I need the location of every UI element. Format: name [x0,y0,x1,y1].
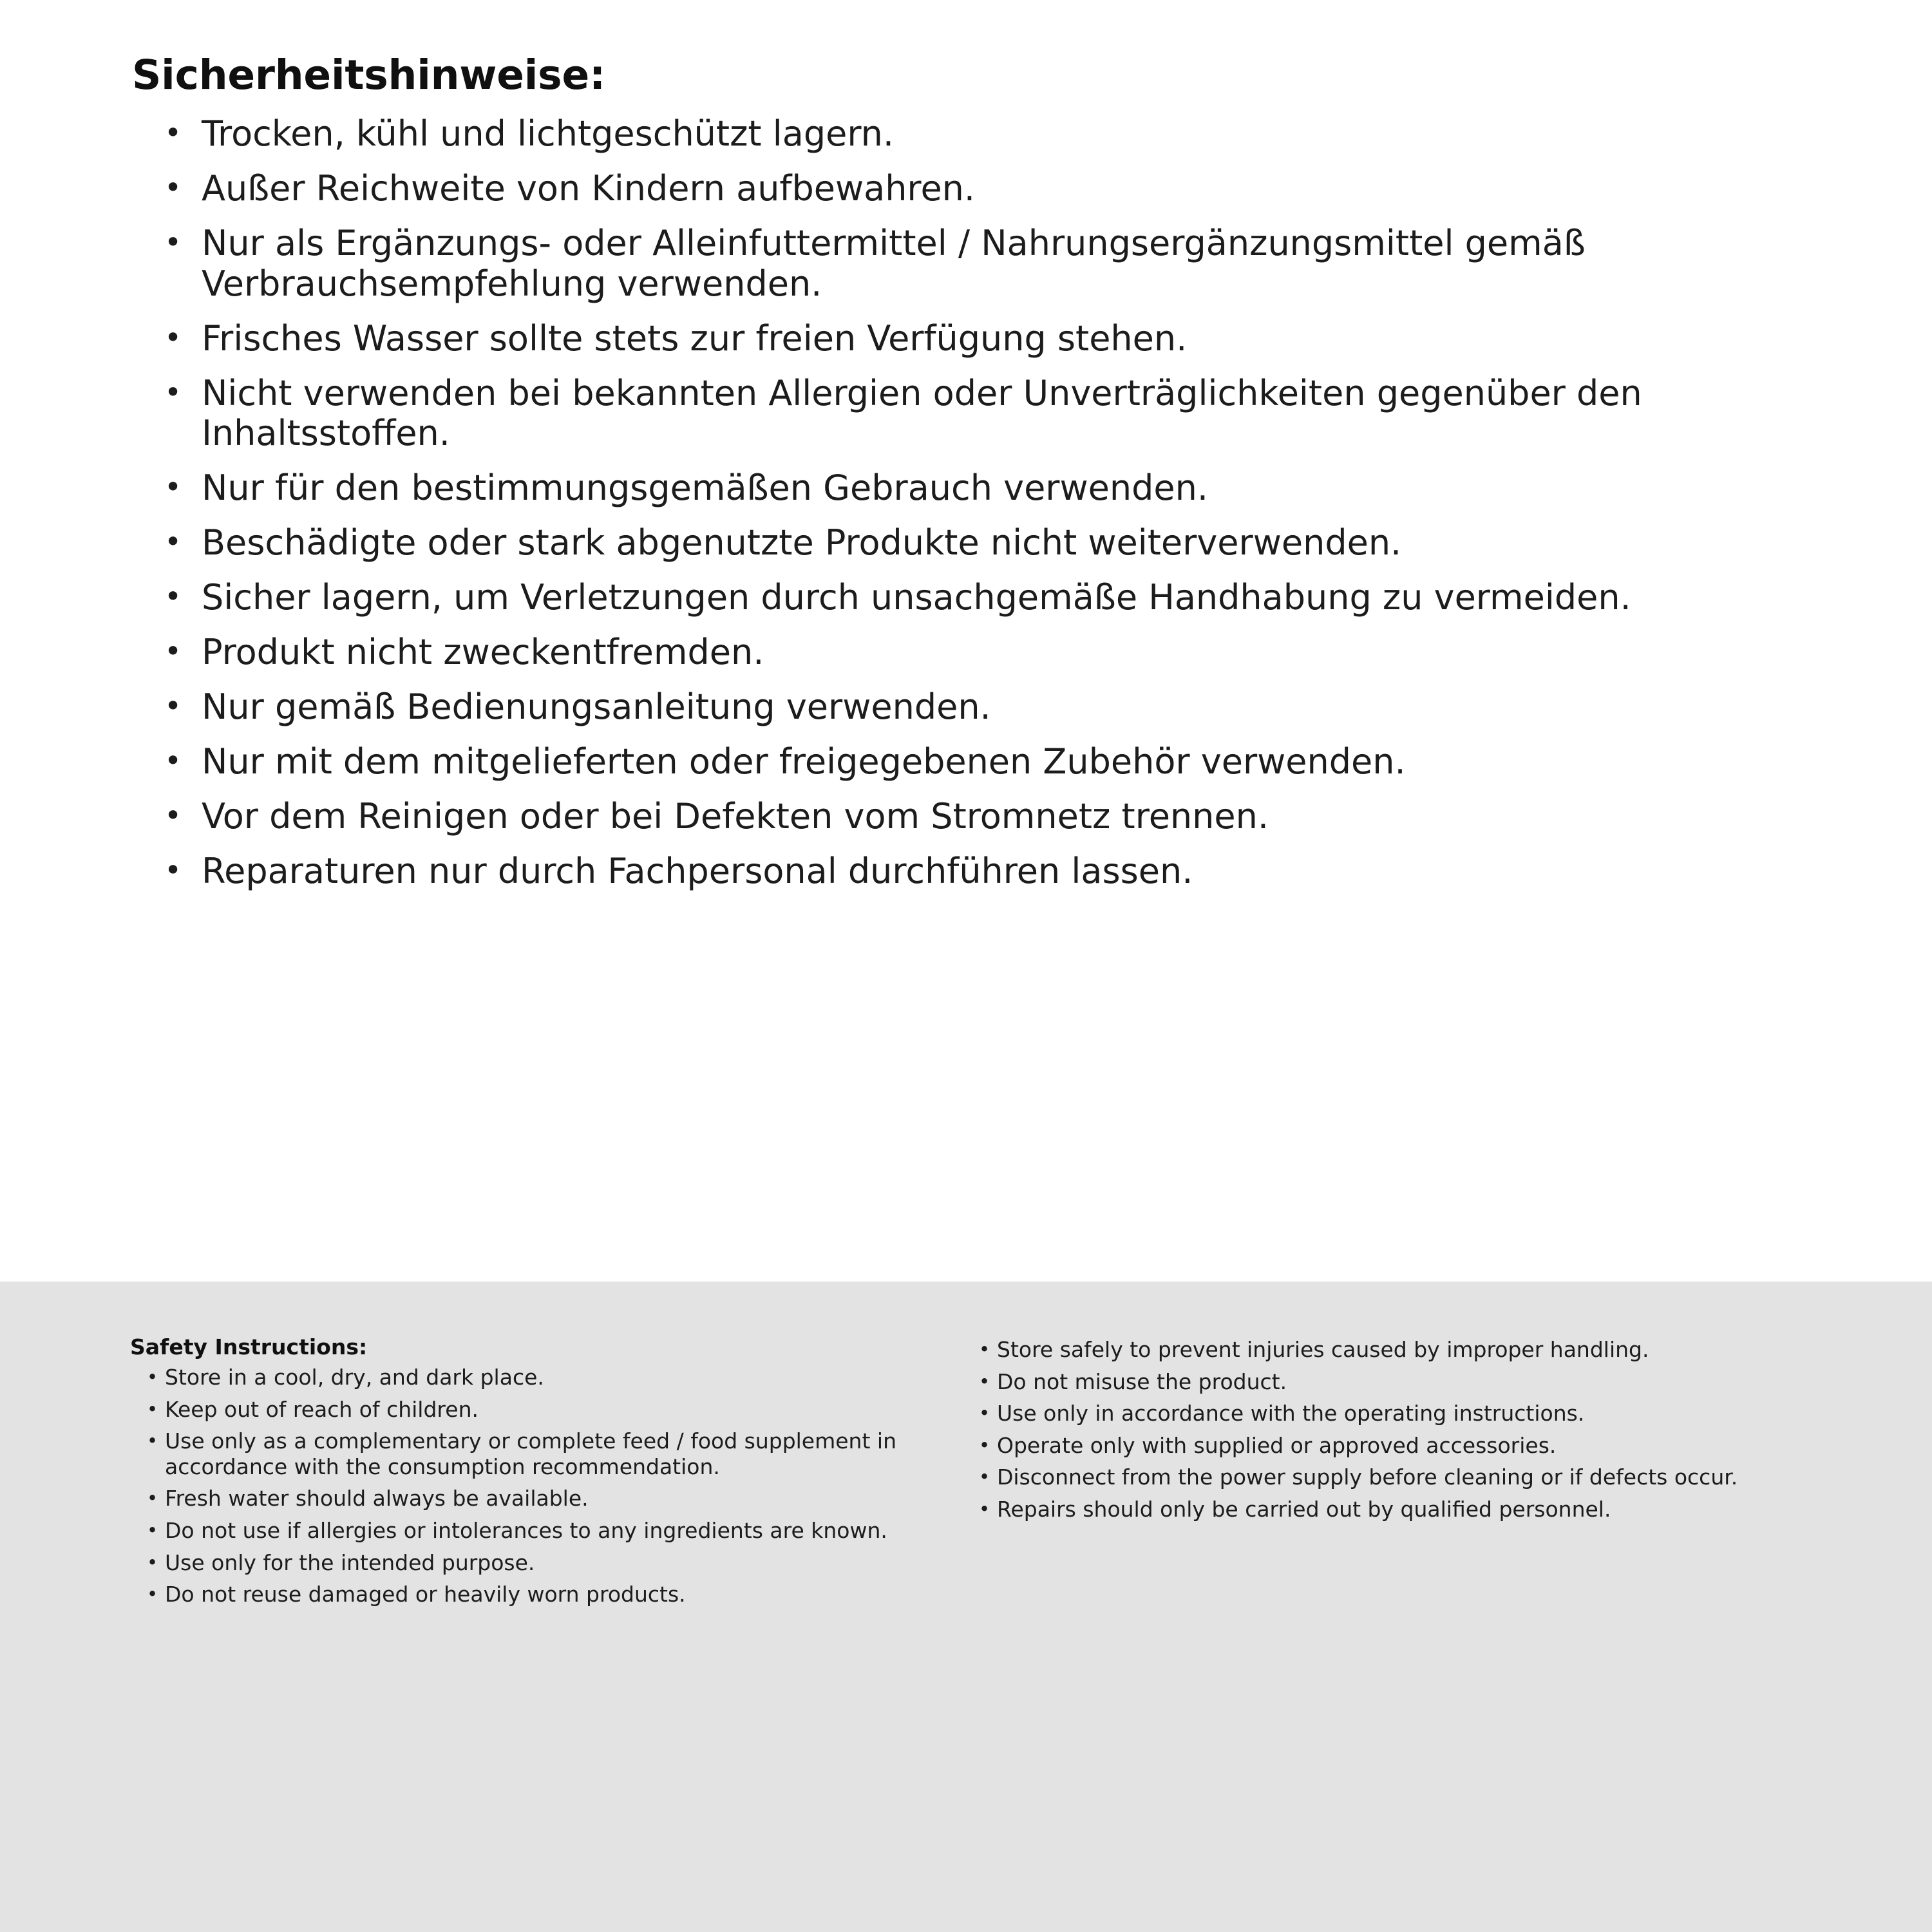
bullet-icon: • [164,579,182,614]
bullet-icon: • [979,1338,990,1360]
english-two-column-layout [90,1320,1842,1614]
bullet-icon: • [147,1583,158,1605]
bullet-icon: • [164,797,182,833]
list-item-text: Reparaturen nur durch Fachpersonal durchführen lassen. [202,850,1193,891]
list-item [147,1397,921,1423]
bullet-icon: • [164,374,182,410]
list-item-text: Use only as a complementary or complete feed / food supplement in accordance with the consumption recommendation. [165,1428,896,1479]
list-item [164,169,1816,209]
english-safety-list-left [90,1365,921,1607]
list-item-text: Außer Reichweite von Kindern aufbewahren. [202,167,976,209]
list-item [147,1550,921,1576]
list-item [979,1433,1810,1459]
bullet-icon: • [164,524,182,560]
bullet-icon: • [164,634,182,669]
bullet-icon: • [164,688,182,723]
bullet-icon: • [164,852,182,887]
english-right-column [979,1320,1810,1529]
list-item-text: Do not misuse the product. [997,1368,1287,1394]
list-item [164,578,1816,618]
bullet-icon: • [164,469,182,505]
bullet-icon: • [164,224,182,260]
list-item-text: Do not use if allergies or intolerances to any ingredients are known. [165,1517,887,1543]
bullet-icon: • [147,1397,158,1420]
list-item [979,1401,1810,1426]
list-item [164,114,1816,155]
list-item [979,1497,1810,1522]
list-item-text: Disconnect from the power supply before cleaning or if defects occur. [997,1464,1738,1490]
bullet-icon: • [147,1551,158,1573]
english-safety-section [0,1282,1932,1932]
bullet-icon: • [164,169,182,205]
bullet-icon: • [979,1370,990,1392]
bullet-icon: • [147,1366,158,1388]
list-item [147,1486,921,1511]
list-item-text: Operate only with supplied or approved accessories. [997,1432,1557,1458]
list-item [164,797,1816,837]
list-item-text: Sicher lagern, um Verletzungen durch unsachgemäße Handhabung zu vermeiden. [202,577,1631,618]
list-item-text: Nur als Ergänzungs- oder Alleinfuttermittel / Nahrungsergänzungsmittel gemäß Verbrauchsempfehlung verwenden. [202,222,1586,304]
bullet-icon: • [164,115,182,150]
bullet-icon: • [979,1402,990,1425]
list-item-text: Do not reuse damaged or heavily worn products. [165,1582,686,1607]
german-safety-list [0,114,1932,892]
list-item-text: Vor dem Reinigen oder bei Defekten vom Stromnetz trennen. [202,795,1269,837]
bullet-icon: • [164,743,182,778]
list-item [164,851,1816,892]
list-item [164,687,1816,728]
list-item [979,1464,1810,1490]
german-section-heading: Sicherheitshinweise: [132,52,605,99]
bullet-icon: • [147,1487,158,1510]
list-item-text: Store in a cool, dry, and dark place. [165,1365,544,1390]
list-item-text: Trocken, kühl und lichtgeschützt lagern. [202,113,894,154]
list-item-text: Repairs should only be carried out by qualified personnel. [997,1496,1611,1522]
english-left-column [90,1320,921,1614]
list-item [164,223,1816,305]
list-item-text: Nur mit dem mitgelieferten oder freigegebenen Zubehör verwenden. [202,741,1406,782]
list-item-text: Fresh water should always be available. [165,1486,589,1511]
list-item [164,523,1816,564]
list-item [164,468,1816,509]
list-item [147,1582,921,1607]
list-item-text: Keep out of reach of children. [165,1396,478,1422]
list-item-text: Beschädigte oder stark abgenutzte Produkte nicht weiterverwenden. [202,522,1402,564]
list-item-text: Frisches Wasser sollte stets zur freien Verfügung stehen. [202,317,1188,359]
bullet-icon: • [164,319,182,355]
bullet-icon: • [147,1430,158,1452]
list-item [164,319,1816,359]
list-item [164,632,1816,673]
list-item [147,1518,921,1544]
english-safety-list-right [979,1337,1810,1522]
list-item-text: Nicht verwenden bei bekannten Allergien oder Unverträglichkeiten gegenüber den Inhaltsstoffen. [202,372,1642,454]
english-section-heading: Safety Instructions: [130,1334,368,1359]
list-item-text: Use only in accordance with the operating instructions. [997,1401,1585,1426]
list-item-text: Produkt nicht zweckentfremden. [202,632,764,673]
bullet-icon: • [979,1497,990,1520]
list-item [164,374,1816,455]
list-item [979,1337,1810,1363]
list-item-text: Nur gemäß Bedienungsanleitung verwenden. [202,686,991,727]
list-item [979,1369,1810,1395]
list-item [147,1365,921,1390]
bullet-icon: • [147,1519,158,1541]
list-item-text: Store safely to prevent injuries caused by improper handling. [997,1337,1649,1362]
list-item [164,742,1816,782]
list-item-text: Use only for the intended purpose. [165,1549,535,1575]
list-item-text: Nur für den bestimmungsgemäßen Gebrauch verwenden. [202,468,1208,509]
list-item [147,1428,921,1479]
bullet-icon: • [979,1434,990,1456]
bullet-icon: • [979,1466,990,1488]
